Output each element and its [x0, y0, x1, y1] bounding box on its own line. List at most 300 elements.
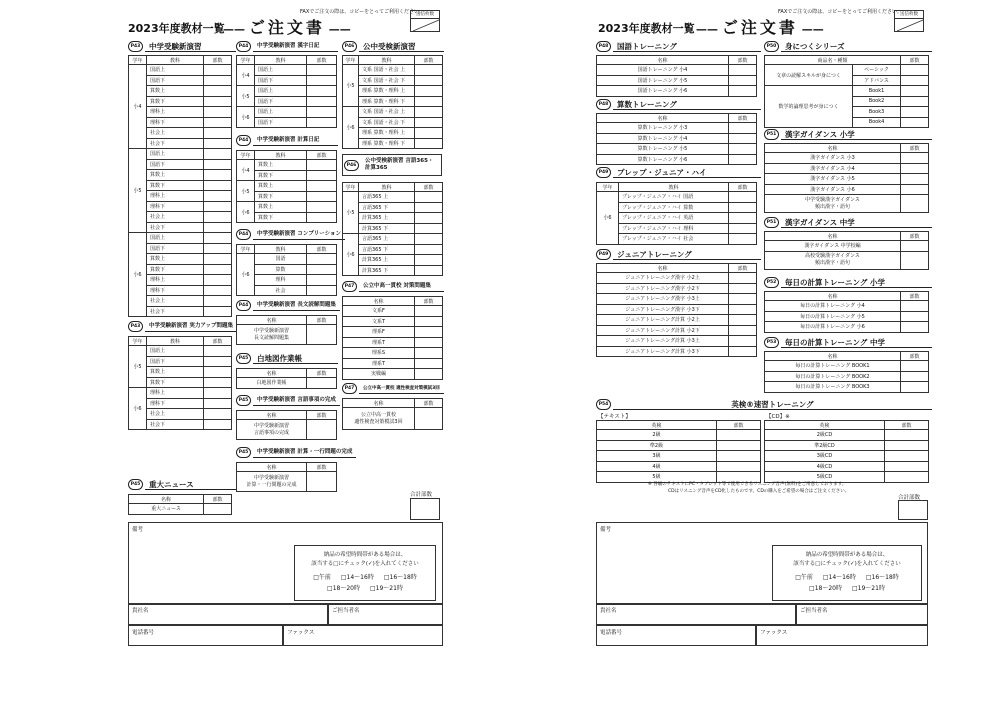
item-name: 算数下 — [147, 377, 204, 388]
col-header: 部数 — [307, 316, 337, 325]
col-header: 部数 — [729, 114, 757, 123]
qty-cell[interactable] — [729, 144, 757, 155]
table-row — [597, 56, 757, 65]
item-name: 国語上 — [255, 107, 307, 118]
time-option[interactable]: □19〜21時 — [370, 585, 403, 592]
qty-cell[interactable] — [729, 86, 757, 97]
qty-cell[interactable] — [204, 419, 232, 430]
qty-cell[interactable] — [204, 107, 232, 118]
qty-cell[interactable] — [729, 234, 757, 245]
time-option[interactable]: □18〜20時 — [809, 585, 842, 592]
qty-cell[interactable] — [901, 241, 929, 252]
item-name: 算数下 — [147, 180, 204, 191]
qty-cell[interactable] — [415, 348, 443, 359]
qty-cell[interactable] — [717, 440, 761, 451]
qty-cell[interactable] — [729, 283, 757, 294]
qty-cell[interactable] — [415, 234, 443, 245]
qty-cell[interactable] — [901, 382, 929, 393]
table-row — [237, 56, 337, 65]
section-p43 — [128, 40, 236, 52]
col-header: 名称 — [597, 264, 729, 273]
item-name: 文系 国語・社会 上 — [359, 65, 415, 76]
qty-cell[interactable] — [204, 296, 232, 307]
qty-cell[interactable] — [204, 138, 232, 149]
qty-cell[interactable] — [729, 75, 757, 86]
qty-cell[interactable] — [415, 202, 443, 213]
item-name: 2級CD — [765, 430, 885, 441]
gengo365-table — [342, 182, 443, 276]
table-row — [765, 461, 929, 472]
col-header: 部数 — [415, 297, 443, 306]
item-name: 理科上 — [147, 275, 204, 286]
eiken-text-table — [596, 420, 761, 483]
qty-cell[interactable] — [204, 367, 232, 378]
qty-cell[interactable] — [415, 223, 443, 234]
table-row — [765, 232, 929, 241]
item-name: 計算365 下 — [359, 223, 415, 234]
item-name: 理科下 — [147, 117, 204, 128]
qty-cell[interactable] — [729, 315, 757, 326]
item-name: 社会下 — [147, 306, 204, 317]
total-box[interactable] — [898, 500, 928, 520]
col-header: 名称 — [343, 297, 415, 306]
qty-cell[interactable] — [204, 377, 232, 388]
fax-note: FAXでご注文の際は、コピーをとってご利用ください。 — [300, 9, 424, 15]
time-option[interactable]: □14〜16時 — [822, 574, 856, 581]
section-p54-eiken — [596, 398, 932, 410]
section-p44-keisan — [236, 134, 338, 146]
table-row — [597, 294, 757, 305]
qty-cell[interactable] — [204, 75, 232, 86]
qty-cell[interactable] — [204, 243, 232, 254]
item-name: ジュニアトレーニング漢字 小3上 — [597, 294, 729, 305]
item-name: 理科上 — [147, 107, 204, 118]
qty-cell[interactable] — [729, 202, 757, 213]
col-header: 名称 — [129, 495, 204, 504]
item-name: 理系 算数・理科 下 — [359, 96, 415, 107]
qty-cell[interactable] — [204, 285, 232, 296]
kanji-nikki-table — [236, 55, 337, 128]
col-header: 名称 — [237, 463, 307, 472]
table-row — [129, 388, 232, 399]
qty-cell[interactable] — [717, 451, 761, 462]
qty-cell[interactable] — [415, 337, 443, 348]
qty-cell[interactable] — [204, 504, 232, 515]
qty-cell[interactable] — [204, 201, 232, 212]
qty-cell[interactable] — [307, 75, 337, 86]
phone-label: 電話番号 — [132, 630, 155, 636]
grade-cell: 小4 — [237, 65, 255, 86]
qty-cell[interactable] — [204, 275, 232, 286]
qty-cell[interactable] — [901, 153, 929, 164]
col-header: 部数 — [415, 183, 443, 192]
qty-cell[interactable] — [415, 128, 443, 139]
table-row — [765, 301, 929, 312]
qty-cell[interactable] — [307, 420, 337, 440]
qty-cell[interactable] — [415, 117, 443, 128]
page-badge: P43 — [128, 321, 143, 332]
news-table — [128, 494, 232, 515]
delivery-line2: 該当する□にチェック(✓)を入れてください — [311, 561, 419, 567]
qty-cell[interactable] — [204, 149, 232, 160]
qty-cell[interactable] — [307, 325, 337, 345]
company-field[interactable] — [128, 604, 328, 625]
qty-cell[interactable] — [307, 170, 337, 181]
item-name: 中学受験新演習 言語事項の完成 — [237, 420, 307, 440]
qty-cell[interactable] — [307, 181, 337, 192]
mainichi-m-table — [764, 351, 929, 393]
taisaku-table — [342, 296, 443, 380]
qty-cell[interactable] — [307, 202, 337, 213]
qty-cell[interactable] — [204, 233, 232, 244]
remarks-label: 備考 — [600, 527, 612, 533]
qty-cell[interactable] — [307, 65, 337, 76]
qty-cell[interactable] — [885, 440, 929, 451]
qty-cell[interactable] — [204, 356, 232, 367]
qty-cell[interactable] — [729, 133, 757, 144]
qty-cell[interactable] — [307, 86, 337, 97]
item-name: 算数上 — [147, 367, 204, 378]
col-header: 名称 — [765, 232, 901, 241]
col-header: 部数 — [901, 352, 929, 361]
qty-cell[interactable] — [204, 86, 232, 97]
qty-cell[interactable] — [204, 159, 232, 170]
qty-cell[interactable] — [204, 117, 232, 128]
qty-cell[interactable] — [204, 65, 232, 76]
page-badge: P46 — [342, 41, 357, 52]
qty-cell[interactable] — [204, 222, 232, 233]
section-title: 公中受検新演習 言語365・計算365 — [365, 158, 434, 171]
qty-cell[interactable] — [729, 336, 757, 347]
qty-cell[interactable] — [307, 378, 337, 389]
section-p48-kokugo — [596, 40, 761, 52]
item-name: 国語下 — [147, 356, 204, 367]
section-p49-junior — [596, 248, 761, 260]
ichigyo-table — [236, 462, 337, 492]
table-row — [765, 174, 929, 185]
item-name: 中学受験新演習 計算・一行問題の完成 — [237, 472, 307, 492]
table-row — [343, 297, 443, 306]
qty-cell[interactable] — [204, 306, 232, 317]
qty-cell[interactable] — [415, 213, 443, 224]
qty-cell[interactable] — [415, 306, 443, 317]
item-name: 算数トレーニング 小5 — [597, 144, 729, 155]
section-p48-sansu — [596, 98, 761, 110]
qty-cell[interactable] — [729, 325, 757, 336]
qty-cell[interactable] — [729, 123, 757, 134]
col-header: 商品名・種類 — [765, 56, 901, 65]
phone-label: 電話番号 — [600, 630, 623, 636]
table-row — [765, 144, 929, 153]
item-name: ベーシック — [853, 65, 901, 76]
qty-cell[interactable] — [901, 65, 929, 76]
qty-cell[interactable] — [729, 154, 757, 165]
qty-cell[interactable] — [204, 409, 232, 420]
time-option[interactable]: □19〜21時 — [852, 585, 885, 592]
item-name: 文系F — [343, 306, 415, 317]
qty-cell[interactable] — [901, 361, 929, 372]
col-header: 名称 — [343, 399, 415, 408]
qty-cell[interactable] — [415, 408, 443, 430]
item-name: 算数下 — [255, 212, 307, 223]
qty-cell[interactable] — [204, 346, 232, 357]
qty-cell[interactable] — [307, 160, 337, 171]
section-p53-mainichi-m — [764, 336, 932, 348]
section-title: 中学受験新演習 言語事項の完成 — [253, 395, 340, 406]
qty-cell[interactable] — [415, 96, 443, 107]
qty-cell[interactable] — [204, 96, 232, 107]
time-option[interactable]: □18〜20時 — [327, 585, 360, 592]
table-row — [237, 160, 337, 171]
mainichi-table — [764, 291, 929, 333]
section-title: 中学受験新演習 コンプリーション — [253, 229, 345, 240]
item-name: 理系 算数・理科 上 — [359, 128, 415, 139]
item-name: 算数下 — [147, 96, 204, 107]
table-row — [597, 430, 761, 441]
table-row — [129, 337, 232, 346]
qty-cell[interactable] — [729, 223, 757, 234]
section-p51-kanji-m — [764, 216, 932, 228]
page-badge: P45 — [236, 395, 251, 406]
table-row — [597, 202, 757, 213]
chobun-table — [236, 315, 337, 345]
table-row — [765, 311, 929, 322]
col-header: 名称 — [237, 411, 307, 420]
company-field[interactable] — [596, 604, 796, 625]
table-row — [597, 234, 757, 245]
item-name: 実戦編 — [343, 369, 415, 380]
section-title: 漢字ガイダンス 小学 — [781, 129, 932, 140]
item-name: 理系T — [343, 358, 415, 369]
item-name: 理系T — [343, 337, 415, 348]
qty-cell[interactable] — [204, 212, 232, 223]
qty-cell[interactable] — [415, 75, 443, 86]
col-header: 教科 — [255, 151, 307, 160]
company-label: 貴社名 — [600, 608, 617, 614]
qty-cell[interactable] — [307, 264, 337, 275]
item-name: Book4 — [853, 117, 901, 128]
grade-cell: 小6 — [343, 234, 359, 276]
item-name: 毎日の計算トレーニング BOOK2 — [765, 371, 901, 382]
item-name: ジュニアトレーニング計算 小3上 — [597, 336, 729, 347]
item-name: アドバンス — [853, 75, 901, 86]
qty-cell[interactable] — [204, 180, 232, 191]
item-name: 社会上 — [147, 212, 204, 223]
qty-cell[interactable] — [901, 86, 929, 97]
qty-cell[interactable] — [307, 107, 337, 118]
qty-cell[interactable] — [307, 285, 337, 296]
section-title: 国語トレーニング — [613, 41, 761, 52]
table-row — [765, 163, 929, 174]
item-name: 漢字ガイダンス 中学校編 — [765, 241, 901, 252]
qty-cell[interactable] — [901, 195, 929, 213]
item-name: ジュニアトレーニング漢字 小2下 — [597, 283, 729, 294]
qty-cell[interactable] — [901, 301, 929, 312]
qty-cell[interactable] — [717, 430, 761, 441]
qty-cell[interactable] — [729, 192, 757, 203]
col-header: 部数 — [307, 463, 337, 472]
table-row — [597, 283, 757, 294]
time-option[interactable]: □14〜16時 — [340, 574, 374, 581]
grade-cell: 小6 — [237, 202, 255, 223]
qty-cell[interactable] — [901, 184, 929, 195]
kanji-guidance-m-table — [764, 231, 929, 270]
qty-cell[interactable] — [729, 346, 757, 357]
fax-label: ファックス — [287, 630, 315, 636]
col-header: 部数 — [307, 151, 337, 160]
qty-cell[interactable] — [415, 192, 443, 203]
page-badge: P45 — [236, 447, 251, 458]
grade-cell: 小5 — [343, 192, 359, 234]
send-count-box[interactable] — [894, 10, 924, 32]
qty-cell[interactable] — [415, 244, 443, 255]
table-row — [237, 151, 337, 160]
qty-cell[interactable] — [204, 191, 232, 202]
qty-cell[interactable] — [307, 191, 337, 202]
gengo-table — [236, 410, 337, 440]
qty-cell[interactable] — [901, 311, 929, 322]
page-badge: P51 — [764, 129, 779, 140]
table-row — [765, 371, 929, 382]
table-row — [597, 315, 757, 326]
grade-cell: 小5 — [129, 149, 147, 233]
qty-cell[interactable] — [307, 254, 337, 265]
grade-cell: 小6 — [597, 192, 619, 245]
qty-cell[interactable] — [901, 251, 929, 269]
table-row — [597, 144, 757, 155]
table-row — [597, 223, 757, 234]
qty-cell[interactable] — [885, 451, 929, 462]
qty-cell[interactable] — [204, 264, 232, 275]
qty-cell[interactable] — [885, 472, 929, 483]
qty-cell[interactable] — [415, 255, 443, 266]
item-name: 国語トレーニング 小6 — [597, 86, 729, 97]
table-row — [765, 430, 929, 441]
qty-cell[interactable] — [901, 163, 929, 174]
total-box[interactable] — [410, 498, 440, 520]
qty-cell[interactable] — [307, 275, 337, 286]
qty-cell[interactable] — [307, 117, 337, 128]
section-title: 毎日の計算トレーニング 小学 — [781, 277, 932, 288]
item-name: 算数トレーニング 小6 — [597, 154, 729, 165]
table-row — [343, 56, 443, 65]
qty-cell[interactable] — [415, 138, 443, 149]
slash-line — [411, 19, 441, 32]
time-option[interactable]: □午前 — [795, 574, 813, 581]
table-row — [129, 346, 232, 357]
qty-cell[interactable] — [307, 472, 337, 492]
table-row — [343, 358, 443, 369]
time-option[interactable]: □16〜18時 — [383, 574, 417, 581]
qty-cell[interactable] — [901, 96, 929, 107]
col-header: 教科 — [359, 183, 415, 192]
qty-cell[interactable] — [307, 96, 337, 107]
col-header: 部数 — [729, 264, 757, 273]
delivery-line1: 納品の希望時間帯がある場合は、 — [805, 552, 889, 558]
qty-cell[interactable] — [415, 265, 443, 276]
qty-cell[interactable] — [729, 304, 757, 315]
page-badge: P44 — [236, 135, 251, 146]
item-name: 国語上 — [255, 86, 307, 97]
grade-cell: 小5 — [129, 346, 147, 388]
qty-cell[interactable] — [729, 65, 757, 76]
table-row — [129, 233, 232, 244]
section-p46 — [342, 40, 444, 52]
qty-cell[interactable] — [415, 86, 443, 97]
page-badge: P49 — [596, 249, 611, 260]
col-header: 名称 — [765, 144, 901, 153]
qty-cell[interactable] — [204, 170, 232, 181]
item-name: 算数上 — [147, 254, 204, 265]
qty-cell[interactable] — [901, 107, 929, 118]
qty-cell[interactable] — [885, 461, 929, 472]
qty-cell[interactable] — [901, 322, 929, 333]
col-header: 学年 — [129, 337, 147, 346]
section-title: 公立中高一貫校 適性検査対策模試3回 — [359, 383, 444, 394]
time-option[interactable]: □午前 — [313, 574, 331, 581]
time-option[interactable]: □16〜18時 — [865, 574, 899, 581]
page-badge: P50 — [764, 41, 779, 52]
col-header: 名称 — [765, 352, 901, 361]
col-header: 部数 — [729, 183, 757, 192]
page-badge: P44 — [236, 300, 251, 311]
qty-cell[interactable] — [729, 273, 757, 284]
send-count-box[interactable] — [410, 10, 440, 32]
qty-cell[interactable] — [415, 369, 443, 380]
col-header: 教科 — [255, 245, 307, 254]
qty-cell[interactable] — [901, 117, 929, 128]
qty-cell[interactable] — [901, 75, 929, 86]
item-name: 算数上 — [147, 170, 204, 181]
qty-cell[interactable] — [415, 107, 443, 118]
qty-cell[interactable] — [415, 358, 443, 369]
section-title: 漢字ガイダンス 中学 — [781, 217, 932, 228]
table-row — [765, 56, 929, 65]
item-name: 5級CD — [765, 472, 885, 483]
qty-cell[interactable] — [307, 212, 337, 223]
qty-cell[interactable] — [204, 398, 232, 409]
series-name: 文章の読解スキルが身につく — [765, 65, 853, 86]
grade-cell: 小5 — [237, 181, 255, 202]
table-row — [765, 241, 929, 252]
qty-cell[interactable] — [717, 461, 761, 472]
section-p45-ichigyo — [236, 446, 353, 458]
qty-cell[interactable] — [415, 316, 443, 327]
grade-cell: 小4 — [237, 160, 255, 181]
qty-cell[interactable] — [901, 371, 929, 382]
item-name: 国語 — [255, 254, 307, 265]
qty-cell[interactable] — [204, 388, 232, 399]
qty-cell[interactable] — [415, 65, 443, 76]
qty-cell[interactable] — [729, 213, 757, 224]
qty-cell[interactable] — [729, 294, 757, 305]
qty-cell[interactable] — [901, 174, 929, 185]
item-name: 国語下 — [255, 75, 307, 86]
item-name: 漢字ガイダンス 小6 — [765, 184, 901, 195]
item-name: 重大ニュース — [129, 504, 204, 515]
table-row — [343, 327, 443, 338]
kokugo-table — [596, 55, 757, 97]
junior-table — [596, 263, 757, 357]
qty-cell[interactable] — [885, 430, 929, 441]
qty-cell[interactable] — [204, 128, 232, 139]
right-order-sheet — [588, 0, 938, 706]
col-header: 部数 — [729, 56, 757, 65]
qty-cell[interactable] — [204, 254, 232, 265]
col-header: 部数 — [717, 421, 761, 430]
eiken-cd-table — [764, 420, 929, 483]
qty-cell[interactable] — [415, 327, 443, 338]
